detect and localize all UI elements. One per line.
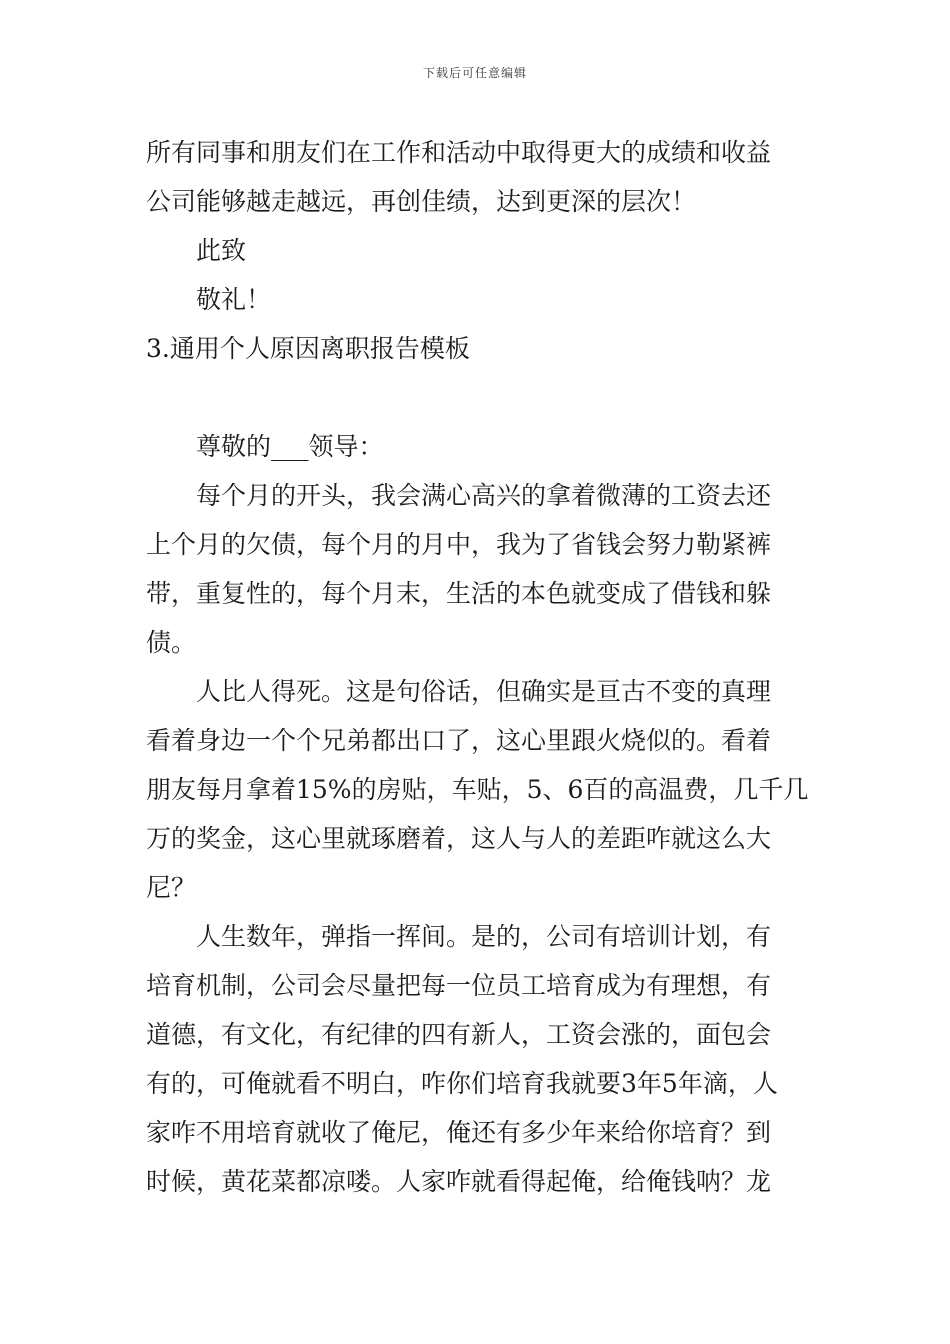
paragraph-2-line: 尼？ bbox=[146, 873, 197, 902]
document-body bbox=[146, 128, 810, 1206]
paragraph-1-line: 上个月的欠债，每个月的月中，我为了省钱会努力勒紧裤 bbox=[146, 530, 772, 559]
paragraph-3-line: 道德，有文化，有纪律的四有新人，工资会涨的，面包会 bbox=[146, 1020, 772, 1049]
header-note: 下载后可任意编辑 bbox=[422, 66, 527, 80]
paragraph-3-line: 有的，可俺就看不明白，咋你们培育我就要3年5年滴，人 bbox=[146, 1069, 778, 1098]
text-line: 所有同事和朋友们在工作和活动中取得更大的成绩和收益 bbox=[146, 138, 772, 167]
text-line: 公司能够越走越远，再创佳绩，达到更深的层次！ bbox=[146, 187, 697, 216]
paragraph-2-line: 朋友每月拿着15%的房贴，车贴，5、6百的高温费，几千几 bbox=[146, 775, 809, 804]
paragraph-3-line: 培育机制，公司会尽量把每一位员工培育成为有理想，有 bbox=[146, 971, 772, 1000]
closing-regards: 敬礼！ bbox=[196, 285, 272, 314]
paragraph-2-line: 万的奖金，这心里就琢磨着，这人与人的差距咋就这么大 bbox=[146, 824, 772, 853]
paragraph-2-line: 看着身边一个个兄弟都出口了，这心里跟火烧似的。看着 bbox=[146, 726, 772, 755]
paragraph-1-line: 带，重复性的，每个月末，生活的本色就变成了借钱和躲 bbox=[146, 579, 772, 608]
letter-greeting: 尊敬的___领导： bbox=[196, 432, 384, 461]
blank-line bbox=[146, 373, 810, 422]
closing-salutation: 此致 bbox=[196, 236, 247, 265]
paragraph-1-line: 债。 bbox=[146, 628, 197, 657]
paragraph-1-line: 每个月的开头，我会满心高兴的拿着微薄的工资去还 bbox=[196, 481, 772, 510]
paragraph-3-line: 家咋不用培育就收了俺尼，俺还有多少年来给你培育？到 bbox=[146, 1118, 772, 1147]
paragraph-3-line: 时候，黄花菜都凉喽。人家咋就看得起俺，给俺钱呐？龙 bbox=[146, 1167, 772, 1196]
paragraph-3-line: 人生数年，弹指一挥间。是的，公司有培训计划，有 bbox=[196, 922, 772, 951]
section-heading: 3.通用个人原因离职报告模板 bbox=[146, 334, 470, 363]
paragraph-2-line: 人比人得死。这是句俗话，但确实是亘古不变的真理 bbox=[196, 677, 772, 706]
